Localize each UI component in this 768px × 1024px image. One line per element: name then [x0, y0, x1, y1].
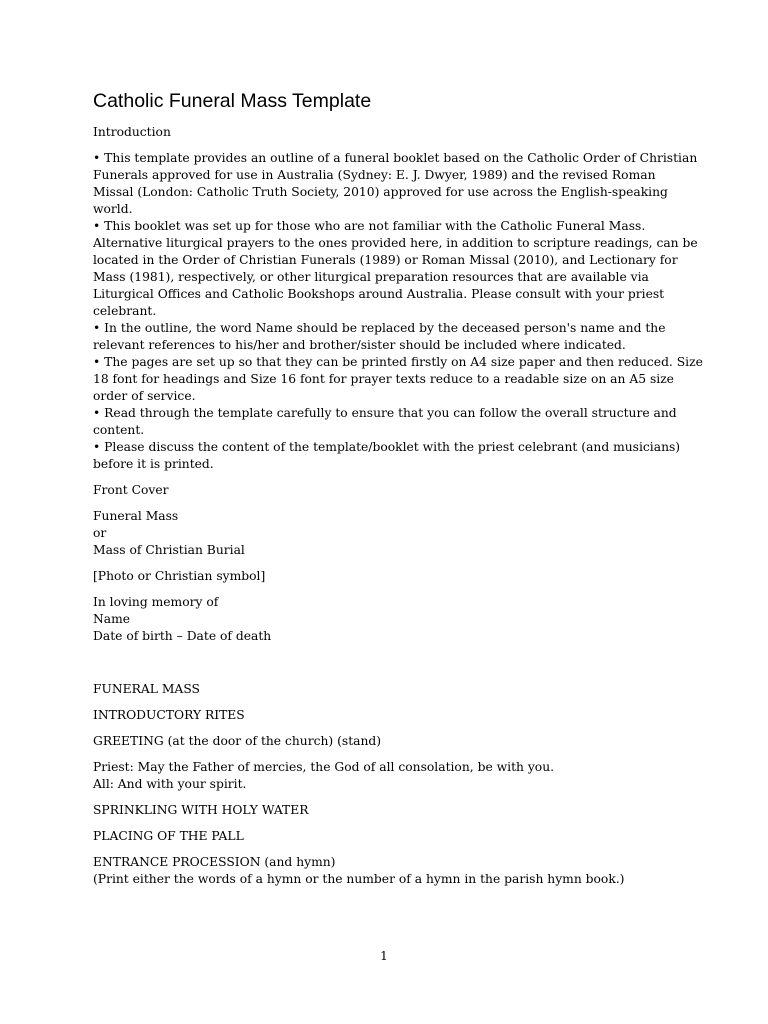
memory-block — [93, 594, 678, 645]
sprinkling-heading: SPRINKLING WITH HOLY WATER — [93, 803, 309, 817]
front-cover-title-line: Funeral Mass — [93, 509, 179, 523]
funeral-mass-heading: FUNERAL MASS — [93, 682, 200, 696]
introduction-line: • In the outline, the word Name should be replaced by the deceased person's name and the — [93, 321, 666, 335]
page-number: 1 — [380, 949, 388, 963]
introduction-body — [93, 150, 703, 473]
introduction-line: • The pages are set up so that they can be printed firstly on A4 size paper and then reduced. Size — [93, 355, 703, 369]
introduction-line: before it is printed. — [93, 457, 214, 471]
introduction-line: Liturgical Offices and Catholic Bookshops around Australia. Please consult with your priest — [93, 287, 665, 301]
introduction-line: Mass (1981), respectively, or other liturgical preparation resources that are available via — [93, 270, 649, 284]
greeting-heading: GREETING (at the door of the church) (stand) — [93, 734, 382, 748]
pall-heading: PLACING OF THE PALL — [93, 829, 244, 843]
introduction-heading: Introduction — [93, 125, 171, 139]
introduction-line: • This template provides an outline of a funeral booklet based on the Catholic Order of Christian — [93, 151, 698, 165]
memory-line: Name — [93, 612, 131, 626]
introduction-line: Missal (London: Catholic Truth Society, 2010) approved for use across the English-speaking — [93, 185, 668, 199]
photo-placeholder: [Photo or Christian symbol] — [93, 569, 266, 583]
front-cover-title-line: or — [93, 526, 107, 540]
introductory-rites-heading: INTRODUCTORY RITES — [93, 708, 245, 722]
introduction-line: Funerals approved for use in Australia (Sydney: E. J. Dwyer, 1989) and the revised Roman — [93, 168, 656, 182]
introduction-line: Alternative liturgical prayers to the ones provided here, in addition to scripture readings, can be — [93, 236, 698, 250]
section-spacer — [93, 654, 678, 681]
document-title: Catholic Funeral Mass Template — [93, 90, 372, 112]
front-cover-title-line: Mass of Christian Burial — [93, 543, 245, 557]
introduction-line: • Please discuss the content of the template/booklet with the priest celebrant (and musicians) — [93, 440, 681, 454]
introduction-line: relevant references to his/her and brother/sister should be included where indicated. — [93, 338, 626, 352]
introduction-line: world. — [93, 202, 133, 216]
memory-line: Date of birth – Date of death — [93, 629, 272, 643]
entrance-procession-block — [93, 854, 678, 888]
memory-line: In loving memory of — [93, 595, 219, 609]
introduction-line: order of service. — [93, 389, 196, 403]
entrance-line: ENTRANCE PROCESSION (and hymn) — [93, 855, 336, 869]
introduction-line: • Read through the template carefully to ensure that you can follow the overall structure and — [93, 406, 677, 420]
greeting-line: All: And with your spirit. — [93, 777, 247, 791]
entrance-line: (Print either the words of a hymn or the number of a hymn in the parish hymn book.) — [93, 872, 625, 886]
greeting-dialogue — [93, 759, 678, 793]
introduction-line: • This booklet was set up for those who are not familiar with the Catholic Funeral Mass. — [93, 219, 646, 233]
introduction-line: celebrant. — [93, 304, 157, 318]
document-body — [93, 88, 703, 897]
introduction-line: located in the Order of Christian Funerals (1989) or Roman Missal (2010), and Lectionary for — [93, 253, 678, 267]
front-cover-heading: Front Cover — [93, 483, 169, 497]
front-cover-title-block — [93, 508, 678, 559]
greeting-line: Priest: May the Father of mercies, the God of all consolation, be with you. — [93, 760, 555, 774]
introduction-line: content. — [93, 423, 145, 437]
introduction-line: 18 font for headings and Size 16 font for prayer texts reduce to a readable size on an A5 size — [93, 372, 674, 386]
